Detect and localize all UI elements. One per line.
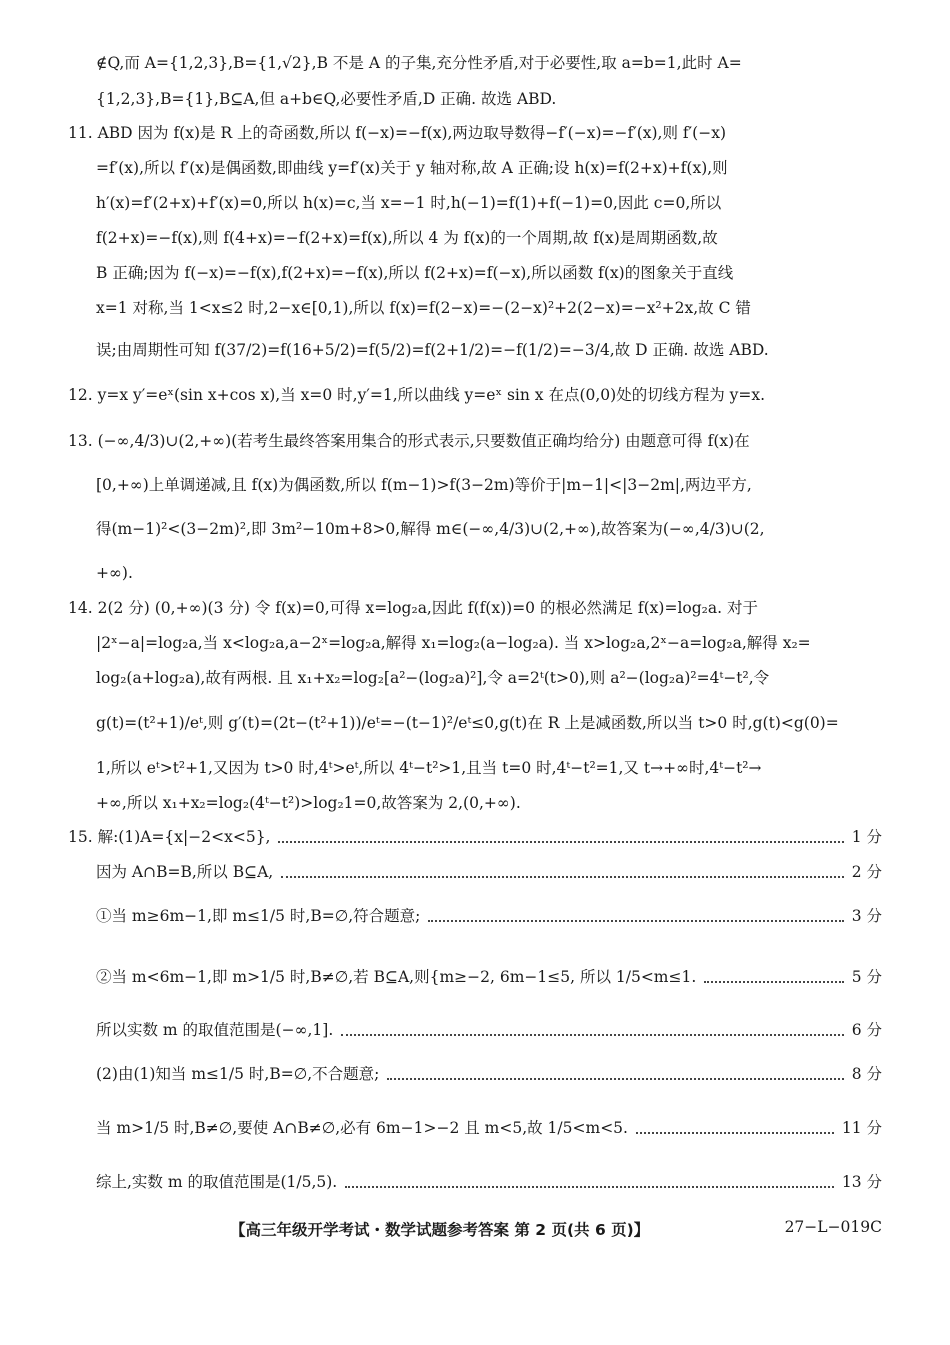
score-value: 13 分 bbox=[841, 1173, 882, 1191]
score-value: 8 分 bbox=[851, 1065, 882, 1083]
score-step: 综上,实数 m 的取值范围是(1/5,5). 13 分 bbox=[96, 1173, 882, 1191]
document-code: 27−L−019C bbox=[784, 1218, 882, 1236]
text-line: [0,+∞)上单调递减,且 f(x)为偶函数,所以 f(m−1)>f(3−2m)等价于|m−1|<|3−2m|,两边平方, bbox=[96, 476, 752, 494]
text-line: +∞). bbox=[96, 564, 133, 582]
score-value: 5 分 bbox=[851, 968, 882, 986]
text-line: B 正确;因为 f(−x)=−f(x),f(2+x)=−f(x),所以 f(2+x)=f(−x),所以函数 f(x)的图象关于直线 bbox=[96, 264, 734, 282]
text-line: +∞,所以 x₁+x₂=log₂(4ᵗ−t²)>log₂1=0,故答案为 2,(0,+∞). bbox=[96, 794, 521, 812]
score-step: (2)由(1)知当 m≤1/5 时,B=∅,不合题意; 8 分 bbox=[96, 1065, 882, 1083]
text-line: 11. ABD 因为 f(x)是 R 上的奇函数,所以 f(−x)=−f(x),两边取导数得−f′(−x)=−f′(x),则 f′(−x) bbox=[68, 124, 726, 142]
text-line: log₂(a+log₂a),故有两根. 且 x₁+x₂=log₂[a²−(log₂a)²],令 a=2ᵗ(t>0),则 a²−(log₂a)²=4ᵗ−t²,令 bbox=[96, 669, 770, 687]
text-line: {1,2,3},B={1},B⊆A,但 a+b∈Q,必要性矛盾,D 正确. 故选 ABD. bbox=[96, 90, 557, 108]
text-line: ∉Q,而 A={1,2,3},B={1,√2},B 不是 A 的子集,充分性矛盾,对于必要性,取 a=b=1,此时 A= bbox=[96, 54, 742, 72]
text-line: h′(x)=f′(2+x)+f′(x)=0,所以 h(x)=c,当 x=−1 时,h(−1)=f(1)+f(−1)=0,因此 c=0,所以 bbox=[96, 194, 722, 212]
score-step: ①当 m≥6m−1,即 m≤1/5 时,B=∅,符合题意; 3 分 bbox=[96, 907, 882, 925]
score-step: 因为 A∩B=B,所以 B⊆A, 2 分 bbox=[96, 863, 882, 881]
text-line: =f′(x),所以 f′(x)是偶函数,即曲线 y=f′(x)关于 y 轴对称,故 A 正确;设 h(x)=f(2+x)+f(x),则 bbox=[96, 159, 728, 177]
score-value: 6 分 bbox=[851, 1021, 882, 1039]
text-line: x=1 对称,当 1<x≤2 时,2−x∈[0,1),所以 f(x)=f(2−x)=−(2−x)²+2(2−x)=−x²+2x,故 C 错 bbox=[96, 299, 751, 317]
score-step: 15. 解:(1)A={x|−2<x<5}, 1 分 bbox=[68, 828, 882, 846]
score-value: 2 分 bbox=[851, 863, 882, 881]
text-line: 得(m−1)²<(3−2m)²,即 3m²−10m+8>0,解得 m∈(−∞,4/3)∪(2,+∞),故答案为(−∞,4/3)∪(2, bbox=[96, 520, 765, 538]
score-value: 3 分 bbox=[851, 907, 882, 925]
text-line: |2ˣ−a|=log₂a,当 x<log₂a,a−2ˣ=log₂a,解得 x₁=log₂(a−log₂a). 当 x>log₂a,2ˣ−a=log₂a,解得 x₂= bbox=[96, 634, 811, 652]
text-line: 12. y=x y′=eˣ(sin x+cos x),当 x=0 时,y′=1,所以曲线 y=eˣ sin x 在点(0,0)处的切线方程为 y=x. bbox=[68, 386, 766, 404]
score-step: 所以实数 m 的取值范围是(−∞,1]. 6 分 bbox=[96, 1021, 882, 1039]
text-line: f(2+x)=−f(x),则 f(4+x)=−f(2+x)=f(x),所以 4 为 f(x)的一个周期,故 f(x)是周期函数,故 bbox=[96, 229, 718, 247]
page-footer-title: 【高三年级开学考试・数学试题参考答案 第 2 页(共 6 页)】 bbox=[230, 1221, 650, 1239]
score-value: 1 分 bbox=[851, 828, 882, 846]
score-step: 当 m>1/5 时,B≠∅,要使 A∩B≠∅,必有 6m−1>−2 且 m<5,故 1/5<m<5. 11 分 bbox=[96, 1119, 882, 1137]
score-step: ②当 m<6m−1,即 m>1/5 时,B≠∅,若 B⊆A,则{m≥−2, 6m−1≤5, 所以 1/5<m≤1. 5 分 bbox=[96, 968, 882, 986]
text-line: 14. 2(2 分) (0,+∞)(3 分) 令 f(x)=0,可得 x=log₂a,因此 f(f(x))=0 的根必然满足 f(x)=log₂a. 对于 bbox=[68, 599, 758, 617]
text-line: 误;由周期性可知 f(37/2)=f(16+5/2)=f(5/2)=f(2+1/2)=−f(1/2)=−3/4,故 D 正确. 故选 ABD. bbox=[96, 341, 769, 359]
text-line: 13. (−∞,4/3)∪(2,+∞)(若考生最终答案用集合的形式表示,只要数值正确均给分) 由题意可得 f(x)在 bbox=[68, 432, 750, 450]
text-line: 1,所以 eᵗ>t²+1,又因为 t>0 时,4ᵗ>eᵗ,所以 4ᵗ−t²>1,且当 t=0 时,4ᵗ−t²=1,又 t→+∞时,4ᵗ−t²→ bbox=[96, 759, 762, 777]
score-value: 11 分 bbox=[841, 1119, 882, 1137]
text-line: g(t)=(t²+1)/eᵗ,则 g′(t)=(2t−(t²+1))/eᵗ=−(t−1)²/eᵗ≤0,g(t)在 R 上是减函数,所以当 t>0 时,g(t)<g(0)= bbox=[96, 714, 839, 732]
